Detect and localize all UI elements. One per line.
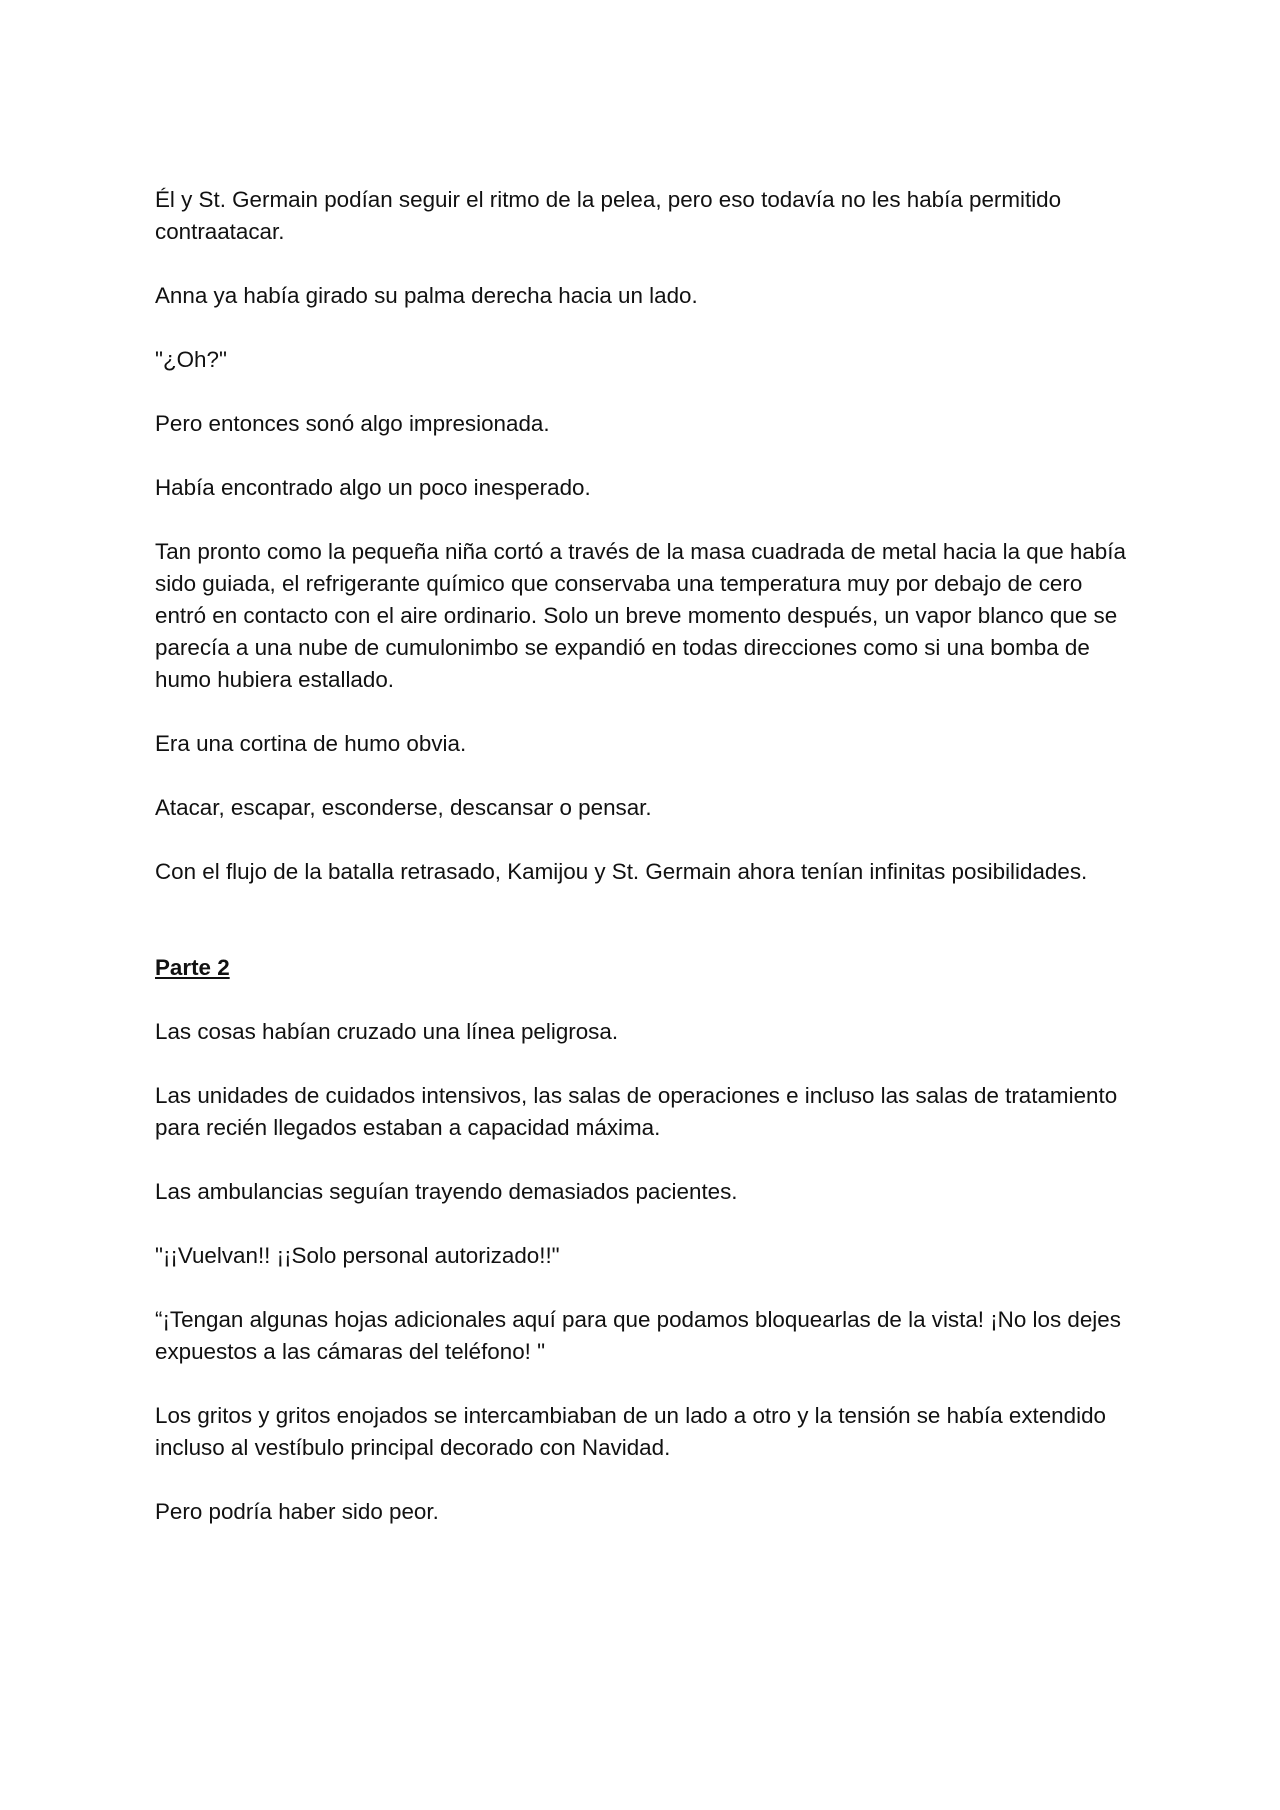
document-page [155, 184, 1135, 1560]
paragraph: Con el flujo de la batalla retrasado, Kamijou y St. Germain ahora tenían infinitas posibilidades. [155, 859, 1088, 884]
paragraph: Las unidades de cuidados intensivos, las salas de operaciones e incluso las salas de tratamiento para recién llegados estaban a capacidad máxima. [155, 1083, 1118, 1140]
paragraph: "¡¡Vuelvan!! ¡¡Solo personal autorizado!!" [155, 1243, 560, 1268]
paragraph: Había encontrado algo un poco inesperado. [155, 475, 591, 500]
paragraph: Atacar, escapar, esconderse, descansar o pensar. [155, 795, 652, 820]
paragraph: Pero entonces sonó algo impresionada. [155, 411, 550, 436]
paragraph: Las ambulancias seguían trayendo demasiados pacientes. [155, 1179, 738, 1204]
section-heading: Parte 2 [155, 955, 230, 980]
paragraph: Era una cortina de humo obvia. [155, 731, 467, 756]
paragraph: “¡Tengan algunas hojas adicionales aquí para que podamos bloquearlas de la vista! ¡No los dejes expuestos a las cámaras del teléfono! " [155, 1307, 1121, 1364]
paragraph: "¿Oh?" [155, 347, 227, 372]
paragraph: Anna ya había girado su palma derecha hacia un lado. [155, 283, 698, 308]
paragraph: Él y St. Germain podían seguir el ritmo de la pelea, pero eso todavía no les había permitido contraatacar. [155, 187, 1062, 244]
paragraph: Tan pronto como la pequeña niña cortó a través de la masa cuadrada de metal hacia la que había sido guiada, el refrigerante químico que conservaba una temperatura muy por debajo de cero entró en contacto con el aire ordinario. Solo un breve momento después, un vapor blanco que se parecía a una nube de cumulonimbo se expandió en todas direcciones como si una bomba de humo hubiera estallado. [155, 539, 1126, 692]
paragraph: Los gritos y gritos enojados se intercambiaban de un lado a otro y la tensión se había extendido incluso al vestíbulo principal decorado con Navidad. [155, 1403, 1106, 1460]
paragraph: Las cosas habían cruzado una línea peligrosa. [155, 1019, 619, 1044]
paragraph: Pero podría haber sido peor. [155, 1499, 439, 1524]
